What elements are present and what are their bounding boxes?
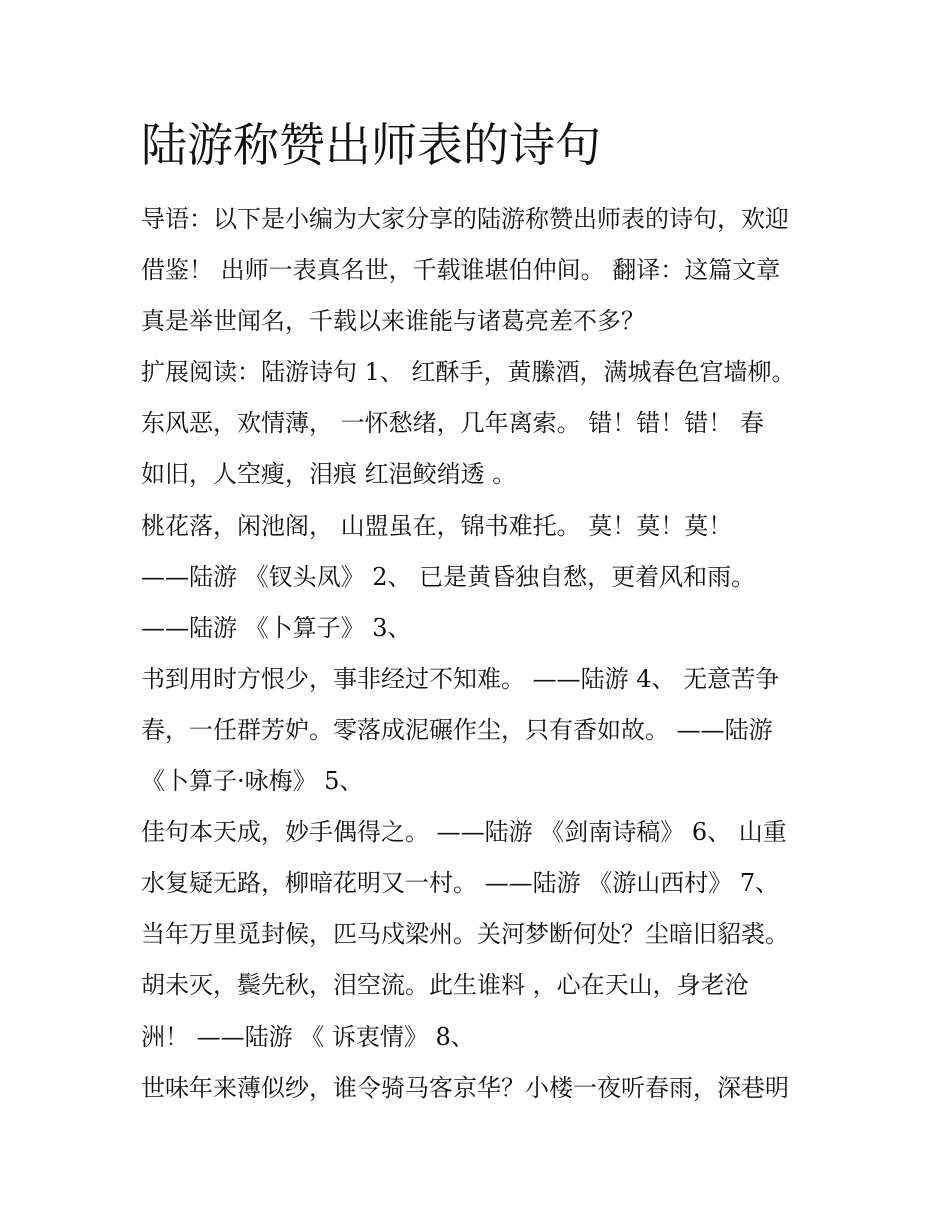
text-line: 当年万里觅封候，匹马戍梁州。关河梦断何处？尘暗旧貂裘。 (141, 920, 789, 949)
text-line: 书到用时方恨少，事非经过不知难。 ——陆游 4、 无意苦争 (141, 664, 780, 693)
document-body (141, 194, 821, 1114)
text-line: 世味年来薄似纱，谁令骑马客京华？小楼一夜听春雨，深巷明 (141, 1073, 789, 1102)
text-line: 春，一任群芳妒。零落成泥碾作尘，只有香如故。 ——陆游 (141, 715, 773, 744)
text-line: 《卜算子·咏梅》 5、 (141, 767, 364, 796)
text-line: 水复疑无路，柳暗花明又一村。 ——陆游 《游山西村》 7、 (141, 869, 780, 898)
text-line: 东风恶，欢情薄， 一怀愁绪，几年离索。 错！错！错！ 春 (141, 409, 764, 438)
document-title: 陆游称赞出师表的诗句 (141, 118, 601, 172)
text-line: ——陆游 《钗头凤》 2、 已是黄昏独自愁，更着风和雨。 (141, 562, 756, 591)
text-line: 导语：以下是小编为大家分享的陆游称赞出师表的诗句，欢迎 (141, 205, 789, 233)
text-line: ——陆游 《卜算子》 3、 (141, 613, 412, 642)
text-line: 扩展阅读：陆游诗句 1、 红酥手，黄縢酒，满城春色宫墙柳。 (141, 358, 796, 387)
text-line: 胡未灭，鬓先秋，泪空流。此生谁料 ，心在天山，身老沧 (141, 971, 749, 1000)
text-line: 桃花落，闲池阁， 山盟虽在，锦书难托。 莫！莫！莫！ (141, 511, 733, 540)
text-line: 洲！ ——陆游 《 诉衷情》 8、 (141, 1022, 475, 1051)
text-line: 如旧，人空瘦，泪痕 红浥鲛绡透 。 (141, 460, 517, 489)
text-line: 佳句本天成，妙手偶得之。 ——陆游 《剑南诗稿》 6、 山重 (141, 818, 787, 847)
text-line: 真是举世闻名，千载以来谁能与诸葛亮差不多？ (141, 307, 645, 336)
text-line: 借鉴！ 出师一表真名世，千载谁堪伯仲间。 翻译：这篇文章 (141, 256, 781, 285)
